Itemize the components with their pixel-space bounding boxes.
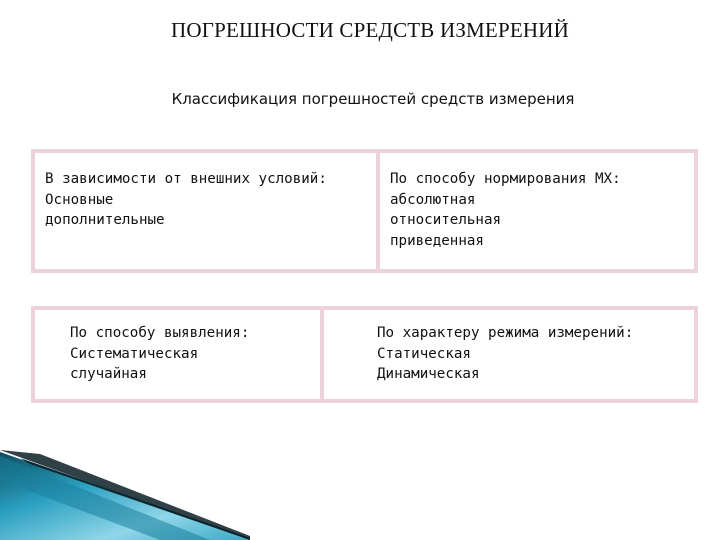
classification-heading: По способу нормирования МХ: [390,171,621,187]
page-subtitle: Классификация погрешностей средств измерения [171,90,575,108]
classification-measurement-mode [377,323,633,385]
classification-item: случайная [70,366,147,382]
page-title: ПОГРЕШНОСТИ СРЕДСТВ ИЗМЕРЕНИЙ [171,18,569,42]
classification-item: Статическая [377,345,471,362]
classification-heading: По способу выявления: [70,325,250,341]
corner-decoration [0,450,250,540]
classification-normalization [390,169,621,251]
classification-item: Систематическая [70,345,199,362]
classification-item: Основные [45,191,114,208]
classification-heading: По характеру режима измерений: [377,325,634,341]
classification-detection [70,323,249,385]
classification-heading: В зависимости от внешних условий: [45,171,327,187]
classification-item: относительная [390,212,502,228]
classification-panel-1 [31,149,698,273]
panel-divider [376,153,380,269]
classification-item: Динамическая [377,366,480,382]
panel-divider [320,310,324,399]
classification-item: дополнительные [45,212,165,228]
classification-external-conditions [45,169,327,231]
classification-panel-2 [31,306,698,403]
classification-item: абсолютная [390,191,476,208]
classification-item: приведенная [390,232,484,249]
